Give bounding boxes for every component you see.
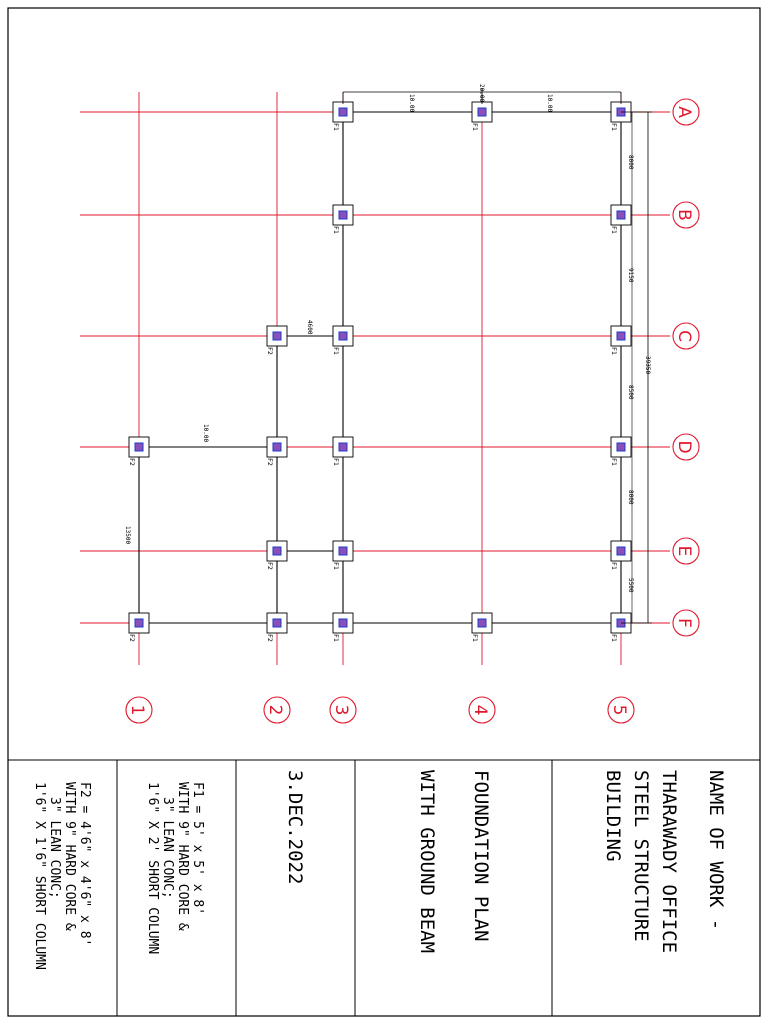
dim-right-a-b: 8000	[627, 155, 634, 170]
grid-lines	[80, 92, 670, 665]
footing-e3-label: F1	[332, 562, 340, 570]
f1-spec-line-1: F1 = 5' x 5' x 8'	[190, 782, 205, 916]
footing-f2-column	[273, 619, 281, 627]
dim-left-d-f: 13500	[124, 526, 131, 545]
dimensions	[124, 84, 652, 623]
footing-a3-label: F1	[332, 123, 340, 131]
footing-a5-label: F1	[610, 123, 618, 131]
footing-d2-column	[273, 443, 281, 451]
footing-a4-column	[478, 108, 486, 116]
footing-b5-label: F1	[610, 226, 618, 234]
ground-beams	[139, 112, 621, 623]
footing-e5-column	[617, 547, 625, 555]
footing-f4-column	[478, 619, 486, 627]
f2-spec-line-3: 3" LEAN CONC;	[47, 797, 62, 899]
footing-d1-column	[135, 443, 143, 451]
footing-d3-label: F1	[332, 458, 340, 466]
footing-c3-label: F1	[332, 347, 340, 355]
dim-right-e-f: 5500	[627, 578, 634, 593]
footing-f4-label: F1	[471, 634, 479, 642]
grid-bubble-row-d-label: D	[674, 440, 694, 454]
drawing-date: 3.DEC.2022	[284, 770, 306, 885]
footing-d5-label: F1	[610, 458, 618, 466]
dim-span-2-3-at-c: 4600	[306, 320, 313, 335]
footing-d2-label: F2	[266, 458, 274, 466]
footing-f3-label: F1	[332, 634, 340, 642]
f2-spec-line-2: WITH 9" HARD CORE &	[62, 782, 77, 931]
f2-spec-line-4: 1'6" X 1'6" SHORT COLUMN	[32, 782, 47, 970]
footing-b3-label: F1	[332, 226, 340, 234]
footing-e5-label: F1	[610, 562, 618, 570]
footing-e2-label: F2	[266, 562, 274, 570]
grid-bubble-row-b-label: B	[674, 209, 694, 221]
project-name-line-3: BUILDING	[602, 770, 624, 862]
footing-f5-label: F1	[610, 634, 618, 642]
project-name-line-2: STEEL STRUCTURE	[630, 770, 652, 942]
footing-d3-column	[339, 443, 347, 451]
project-name-line-1: THARAWADY OFFICE	[658, 770, 680, 954]
grid-bubble-row-e-label: E	[674, 545, 694, 557]
dim-top-center-mark: 20.00	[478, 84, 485, 103]
footings	[128, 102, 631, 642]
f1-spec-line-4: 1'6" X 2' SHORT COLUMN	[145, 782, 160, 955]
footing-f1-label: F2	[128, 634, 136, 642]
dim-right-d-e: 8000	[627, 490, 634, 505]
footing-f2-label: F2	[266, 634, 274, 642]
f1-spec-line-3: 3" LEAN CONC;	[160, 797, 175, 899]
f1-spec-line-2: WITH 9" HARD CORE &	[175, 782, 190, 931]
grid-bubble-col-4-label: 4	[470, 704, 490, 716]
footing-d1-label: F2	[128, 458, 136, 466]
grid-bubble-col-5-label: 5	[609, 704, 629, 716]
footing-c5-column	[617, 332, 625, 340]
grid-bubble-col-2-label: 2	[265, 704, 285, 716]
dim-top-span-3-4: 10.00	[408, 94, 415, 113]
footing-c5-label: F1	[610, 347, 618, 355]
footing-c2-column	[273, 332, 281, 340]
footing-f3-column	[339, 619, 347, 627]
footing-e2-column	[273, 547, 281, 555]
grid-bubble-col-1-label: 1	[127, 704, 147, 716]
footing-f1-column	[135, 619, 143, 627]
footing-a4-label: F1	[471, 123, 479, 131]
dim-right-total: 39350	[644, 356, 651, 375]
f2-spec-line-1: F2 = 4'6" x 4'6" x 8'	[77, 782, 92, 947]
grid-bubble-row-c-label: C	[674, 330, 694, 342]
dim-top-span-4-5: 10.00	[546, 94, 553, 113]
title-block	[8, 760, 760, 1016]
dim-right-b-c: 9150	[627, 268, 634, 283]
footing-d5-column	[617, 443, 625, 451]
footing-c3-column	[339, 332, 347, 340]
footing-b3-column	[339, 211, 347, 219]
grid-bubble-col-3-label: 3	[331, 704, 351, 716]
drawing-title-line-1: FOUNDATION PLAN	[470, 770, 492, 942]
footing-b5-column	[617, 211, 625, 219]
dim-span-1-2-at-d: 10.00	[202, 424, 209, 443]
name-of-work-label: NAME OF WORK -	[705, 770, 727, 931]
dim-right-c-d: 8500	[627, 385, 634, 400]
footing-a3-column	[339, 108, 347, 116]
footing-c2-label: F2	[266, 347, 274, 355]
grid-bubble-row-a-label: A	[674, 106, 694, 118]
drawing-title-line-2: WITH GROUND BEAM	[416, 770, 438, 954]
footing-e3-column	[339, 547, 347, 555]
grid-bubble-row-f-label: F	[674, 618, 694, 628]
